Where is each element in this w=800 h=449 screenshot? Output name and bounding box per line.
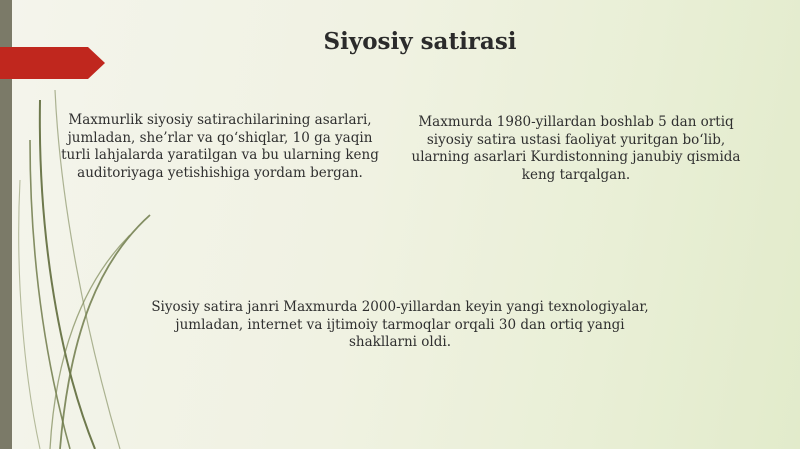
slide-title: Siyosiy satirasi bbox=[323, 28, 517, 55]
red-tab-decoration bbox=[0, 47, 105, 79]
paragraph-left: Maxmurlik siyosiy satirachilarining asarlari, jumladan, she’rlar va qo‘shiqlar, 10 ga yaqin turli lahjalarda yaratilgan va bu ularning keng auditoriyaga yetishishiga yordam bergan. bbox=[61, 112, 379, 181]
paragraph-bottom: Siyosiy satira janri Maxmurda 2000-yillardan keyin yangi texnologiyalar, jumladan, internet va ijtimoiy tarmoqlar orqali 30 dan ortiq yangi shakllarni oldi. bbox=[151, 299, 649, 350]
paragraph-right: Maxmurda 1980-yillardan boshlab 5 dan ortiq siyosiy satira ustasi faoliyat yuritgan bo‘lib, ularning asarlari Kurdistonning janubiy qismida keng tarqalgan. bbox=[411, 114, 741, 183]
